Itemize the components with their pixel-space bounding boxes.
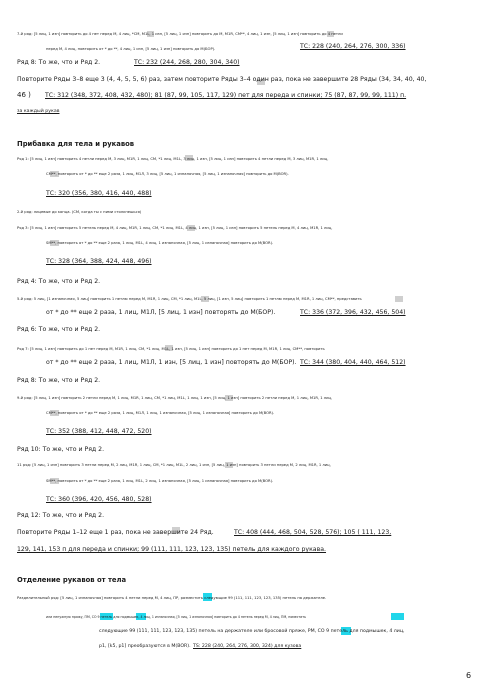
separation-row-continuation: или ненужную пряжу, ПМ, СО 9 петель для подмышек, 4 лиц, 1 изнаночная, [5 лиц, 1 изнаночная] повторить до 4 петель перед М, 4 лиц, ПМ, поместить — [46, 615, 307, 619]
cyan-highlight-mark — [391, 613, 404, 620]
row-3-continuation: SM**, повторить от * до ** еще 2 раза, 1 лиц, M1L, 4 лиц, 1 изнаночная, [5 лиц, 1 изнаночная] повторить до М(BOR). — [46, 241, 274, 245]
row-2-text: 2-й ряд: лицевые до конца. (СМ, когда ты с ними столкнешься) — [17, 210, 142, 214]
row-1-stitch-count: ТС: 320 (356, 380, 416, 440, 488) — [46, 190, 152, 197]
separation-row-text: Разделительный ряд: [5 лиц, 1 изнаночная] повторить 4 петли перед М, 4 лиц, ПР, разместить следующие 99 (111, 111, 123, 123, 135) петель на держателе. — [17, 596, 327, 600]
row-7b-stitch-count: ТС: 344 (380, 404, 440, 464, 512) — [300, 359, 406, 366]
row-11-stitch-count: ТС: 360 (396, 420, 456, 480, 528) — [46, 496, 152, 503]
separation-stitch-count: TS: 228 (240, 264, 276, 300, 324) для кузова — [193, 644, 302, 649]
repeat-rows-instruction: Повторите Ряды 1–12 еще 1 раз, пока не завершите 24 Ряд. — [17, 529, 214, 536]
repeat-instruction-end: 46 ) — [17, 91, 31, 99]
row-11-continuation: SM**, повторить от * до ** еще 2 раза, 1 лиц, M1L, 2 лиц, 1 изнаночная, [5 лиц, 1 изнаночная] повторить до М(BOR). — [46, 479, 274, 483]
row-5-stitch-count: ТС: 336 (372, 396, 432, 456, 504) — [300, 309, 406, 316]
separation-row-line4: p1, [k5, p1] преобразуются в М(BOR). — [99, 644, 191, 649]
row-6-text: Ряд 6: То же, что и Ряд 2. — [17, 326, 101, 333]
row-1-continuation: СМ**, повторить от * до ** еще 2 раза, 1 лиц, М1Л, 3 лиц, [5 лиц, 1 изнаночная, [5 лиц, 1 изнаночная] повторить до М(BOR). — [46, 172, 289, 176]
row-11-text: 11 ряд: [5 лиц, 1 изн] повторить 3 петли перед М, 2 лиц, M1R, 1 лиц, СМ, *1 лиц, M1L, 2 лиц, 1 изн, [5 лиц, 1 изн] повторить 3 петли перед М, 2 лиц, M1R, 1 лиц, — [17, 463, 331, 467]
row-3-stitch-count: ТС: 328 (364, 388, 424, 448, 496) — [46, 258, 152, 265]
row-7b-continuation: от * до ** еще 2 раза, 1 лиц, М1Л, 1 изн, [5 лиц, 1 изн] повторять до М(БОР). — [46, 359, 297, 366]
repeat-instruction: Повторите Ряды 3–8 еще 3 (4, 4, 5, 5, 6) раз, затем повторите Ряды 3–4 один раз, пока не завершите 28 Ряды (34, 34, 40, 40, — [17, 76, 427, 83]
highlight-mark — [395, 296, 403, 302]
repeat-rows-stitch-count: ТС: 408 (444, 468, 504, 528, 576); 105 ( 111, 123, — [234, 529, 392, 536]
row-3-text: Ряд 3: [5 лиц, 1 изн] повторить 5 петель перед М, 4 лиц, M1R, 1 лиц, СМ, *1 лиц, M1L, 4 лиц, 1 изн, [5 лиц, 1 изн] повторить 5 петель перед М, 4 лиц, M1R, 1 лиц, — [17, 226, 333, 230]
repeat-stitch-count-end: за каждый рукав — [17, 109, 60, 114]
repeat-stitch-count: ТС: 312 (348, 372, 408, 432, 480); 81 (87, 99, 105, 117, 129) пет для переда и спинки; 75 (87, 87, 99, 99, 111) п. — [45, 92, 407, 99]
repeat-rows-stitch-count-end: 129, 141, 153 п для переда и спинки; 99 (111, 111, 123, 123, 135) петель для каждого рукава. — [17, 546, 327, 553]
row-10-text: Ряд 10: То же, что и Ряд 2. — [17, 446, 105, 453]
row-9-continuation: СМ**, повторить от * до ** еще 2 раза, 1 лиц, М1Л, 1 лиц, 1 изнаночная, [5 лиц, 1 изнаночная] повторить до М(BOR). — [46, 411, 275, 415]
row-1-text: Ряд 1: [5 лиц, 1 изн] повторить 4 петли перед М, 3 лиц, M1R, 1 лиц, СМ, *1 лиц, M1L, 3 лиц, 1 изн, [5 лиц, 1 изн] повторить 4 петли перед М, 3 лиц, M1R, 1 лиц, — [17, 157, 329, 161]
section-heading-increase: Прибавка для тела и рукавов — [17, 140, 135, 148]
row-8b-text: Ряд 8: То же, что и Ряд 2. — [17, 377, 101, 384]
row-9-text: 9-й ряд: [5 лиц, 1 изн] повторить 2 петли перед М, 1 лиц, M1R, 1 лиц, СМ, *1 лиц, M1L, 1 лиц, 1 изн, [5 лиц, 1 изн] повторить 2 петли перед М, 1 лиц, M1R, 1 лиц, — [17, 396, 333, 400]
row-8-stitch-count: ТС: 232 (244, 268, 280, 304, 340) — [134, 59, 240, 66]
separation-row-line3: следующие 99 (111, 111, 123, 123, 135) петель на держателе или бросовой пряже, РМ, СО 9 петель для подмышек, 4 лиц, — [99, 629, 405, 634]
row-7b-text: Ряд 7: [5 лиц, 1 изн] повторить до 1 пет перед М, M1R, 1 лиц, СМ, *1 лиц, M1L, 1 изн, [5 лиц, 1 изн] повторить до 1 пет перед М, M1R, 1 лиц, СМ**, повторить — [17, 347, 325, 351]
row-7-text: 7-й ряд: [5 лиц, 1 изн] повторить до 4 пет перед М, 4 лиц, *СМ, М1L, 1 изн, [5 лиц, 1 изн] повторить до М, М1R, СМ**, 4 лиц, 1 изн, [5 лиц, 1 изн] повторить до 4 петли — [17, 32, 343, 36]
row-7-continuation: перед М, 4 лиц, повторить от * до **, 4 лиц, 1 изн, [5 лиц, 1 изн] повторить до М(БОР). — [46, 47, 216, 51]
page-number: 6 — [466, 671, 472, 680]
row-7-stitch-count: ТС: 228 (240, 264, 276, 300, 336) — [300, 43, 406, 50]
section-heading-separation: Отделение рукавов от тела — [17, 576, 127, 584]
row-5-continuation: от * до ** еще 2 раза, 1 лиц, М1Л, [5 лиц, 1 изн] повторять до М(БОР). — [46, 309, 276, 316]
row-9-stitch-count: ТС: 352 (388, 412, 448, 472, 520) — [46, 428, 152, 435]
row-8-text: Ряд 8: То же, что и Ряд 2. — [17, 59, 101, 66]
row-12-text: Ряд 12: То же, что и Ряд 2. — [17, 512, 105, 519]
row-4-text: Ряд 4: То же, что и Ряд 2. — [17, 278, 101, 285]
row-5-text: 5-й ряд: 5 лиц, [1 изнаночная, 5 лиц] повторить 1 петлю перед М, M1R, 1 лиц, СМ, *1 лиц, M1L, 5 лиц, [1 изн, 5 лиц] повторить 1 петлю перед М, M1R, 1 лиц, СМ**, представить — [17, 297, 362, 301]
